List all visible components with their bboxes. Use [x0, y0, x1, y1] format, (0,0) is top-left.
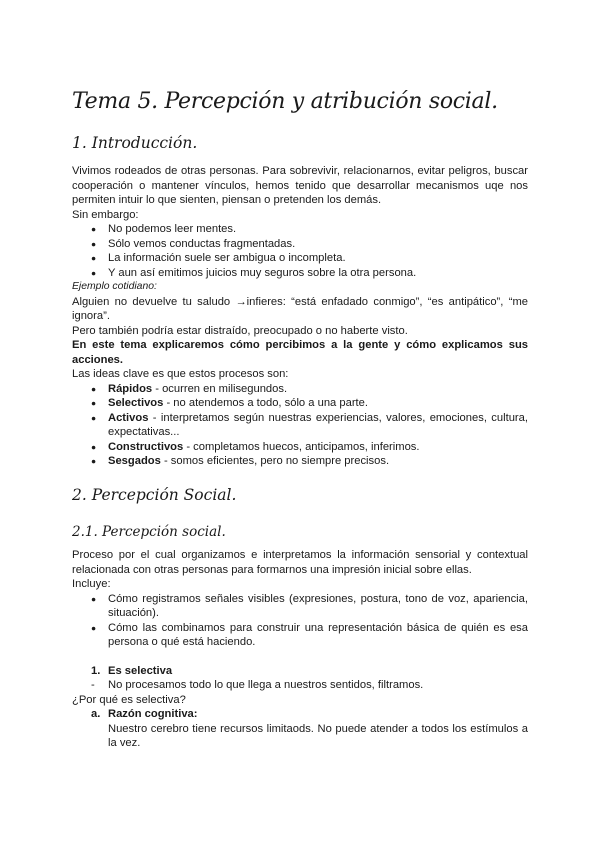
section-2-1-heading: 2.1. Percepción social.	[72, 524, 226, 540]
list-item: ● La información suele ser ambigua o incompleta.	[72, 251, 528, 266]
key-idea-desc: - completamos huecos, anticipamos, inferimos.	[183, 440, 420, 453]
key-idea-term: Activos	[108, 411, 149, 424]
key-idea-desc: - ocurren en milisegundos.	[152, 382, 288, 395]
key-idea-term: Sesgados	[108, 455, 161, 467]
point-1-text: No procesamos todo lo que llega a nuestros sentidos, filtramos.	[108, 679, 424, 691]
reason-a	[72, 707, 528, 722]
list-item: ● Y aun así emitimos juicios muy seguros sobre la otra persona.	[72, 266, 528, 281]
point-1	[72, 664, 528, 679]
document-title: Tema 5. Percepción y atribución social.	[72, 89, 498, 114]
sin-embargo-label: Sin embargo:	[72, 208, 139, 221]
section-1-body	[72, 164, 528, 469]
incluye-label: Incluye:	[72, 578, 111, 590]
key-ideas-intro: Las ideas clave es que estos procesos son:	[72, 368, 289, 380]
list-item: ● Cómo registramos señales visibles (expresiones, postura, tono de voz, apariencia, situación).	[72, 592, 528, 621]
section-2-heading: 2. Percepción Social.	[72, 486, 237, 504]
key-idea-term: Rápidos	[108, 382, 153, 395]
includes-list	[72, 592, 528, 650]
list-item	[72, 454, 528, 469]
key-idea-desc: - interpretamos según nuestras experiencias, valores, emociones, cultura, expectativas...	[108, 411, 528, 438]
point-1-number: 1.	[91, 664, 101, 677]
reason-a-marker: a.	[91, 708, 101, 720]
key-idea-term: Selectivos	[108, 397, 164, 409]
dash-marker: -	[91, 679, 95, 691]
section-1-heading: 1. Introducción.	[72, 134, 198, 152]
section-2-body	[72, 548, 528, 751]
key-idea-desc: - somos eficientes, pero no siempre precisos.	[160, 455, 390, 467]
reason-a-text: Nuestro cerebro tiene recursos limitaods. No puede atender a todos los estímulos a la vez.	[108, 722, 528, 749]
why-question: ¿Por qué es selectiva?	[72, 693, 186, 706]
example-text: Alguien no devuelve tu saludo →infieres: “está enfadado conmigo”, “es antipático”, “me ignora”.	[72, 295, 528, 322]
list-item	[72, 440, 528, 455]
list-item: ● No podemos leer mentes.	[72, 222, 528, 237]
bold-statement: En este tema explicaremos cómo percibimos a la gente y cómo explicamos sus acciones.	[72, 339, 528, 366]
key-idea-term: Constructivos	[108, 440, 184, 453]
key-ideas-list	[72, 382, 528, 469]
list-item	[72, 411, 528, 440]
intro-paragraph: Vivimos rodeados de otras personas. Para sobrevivir, relacionarnos, evitar peligros, buscar cooperación o mantener vínculos, hemos tenido que desarrollar mecanismos uqe nos permiten intuir lo que sienten, piensan o pretenden los demás.	[72, 165, 528, 206]
reason-a-title: Razón cognitiva:	[108, 708, 198, 720]
point-1-title: Es selectiva	[108, 664, 173, 677]
example-alternative: Pero también podría estar distraído, preocupado o no haberte visto.	[72, 324, 408, 337]
list-item	[72, 396, 528, 411]
list-item: ● Sólo vemos conductas fragmentadas.	[72, 237, 528, 252]
example-label: Ejemplo cotidiano:	[72, 281, 157, 292]
list-item: ● Cómo las combinamos para construir una representación básica de quién es esa persona o qué está haciendo.	[72, 621, 528, 650]
point-1-detail	[72, 678, 528, 693]
key-idea-desc: - no atendemos a todo, sólo a una parte.	[163, 397, 368, 409]
limitations-list	[72, 222, 528, 280]
list-item	[72, 382, 528, 397]
definition-paragraph: Proceso por el cual organizamos e interpretamos la información sensorial y contextual relacionada con otras personas para formarnos una impresión inicial sobre ellas.	[72, 549, 528, 576]
